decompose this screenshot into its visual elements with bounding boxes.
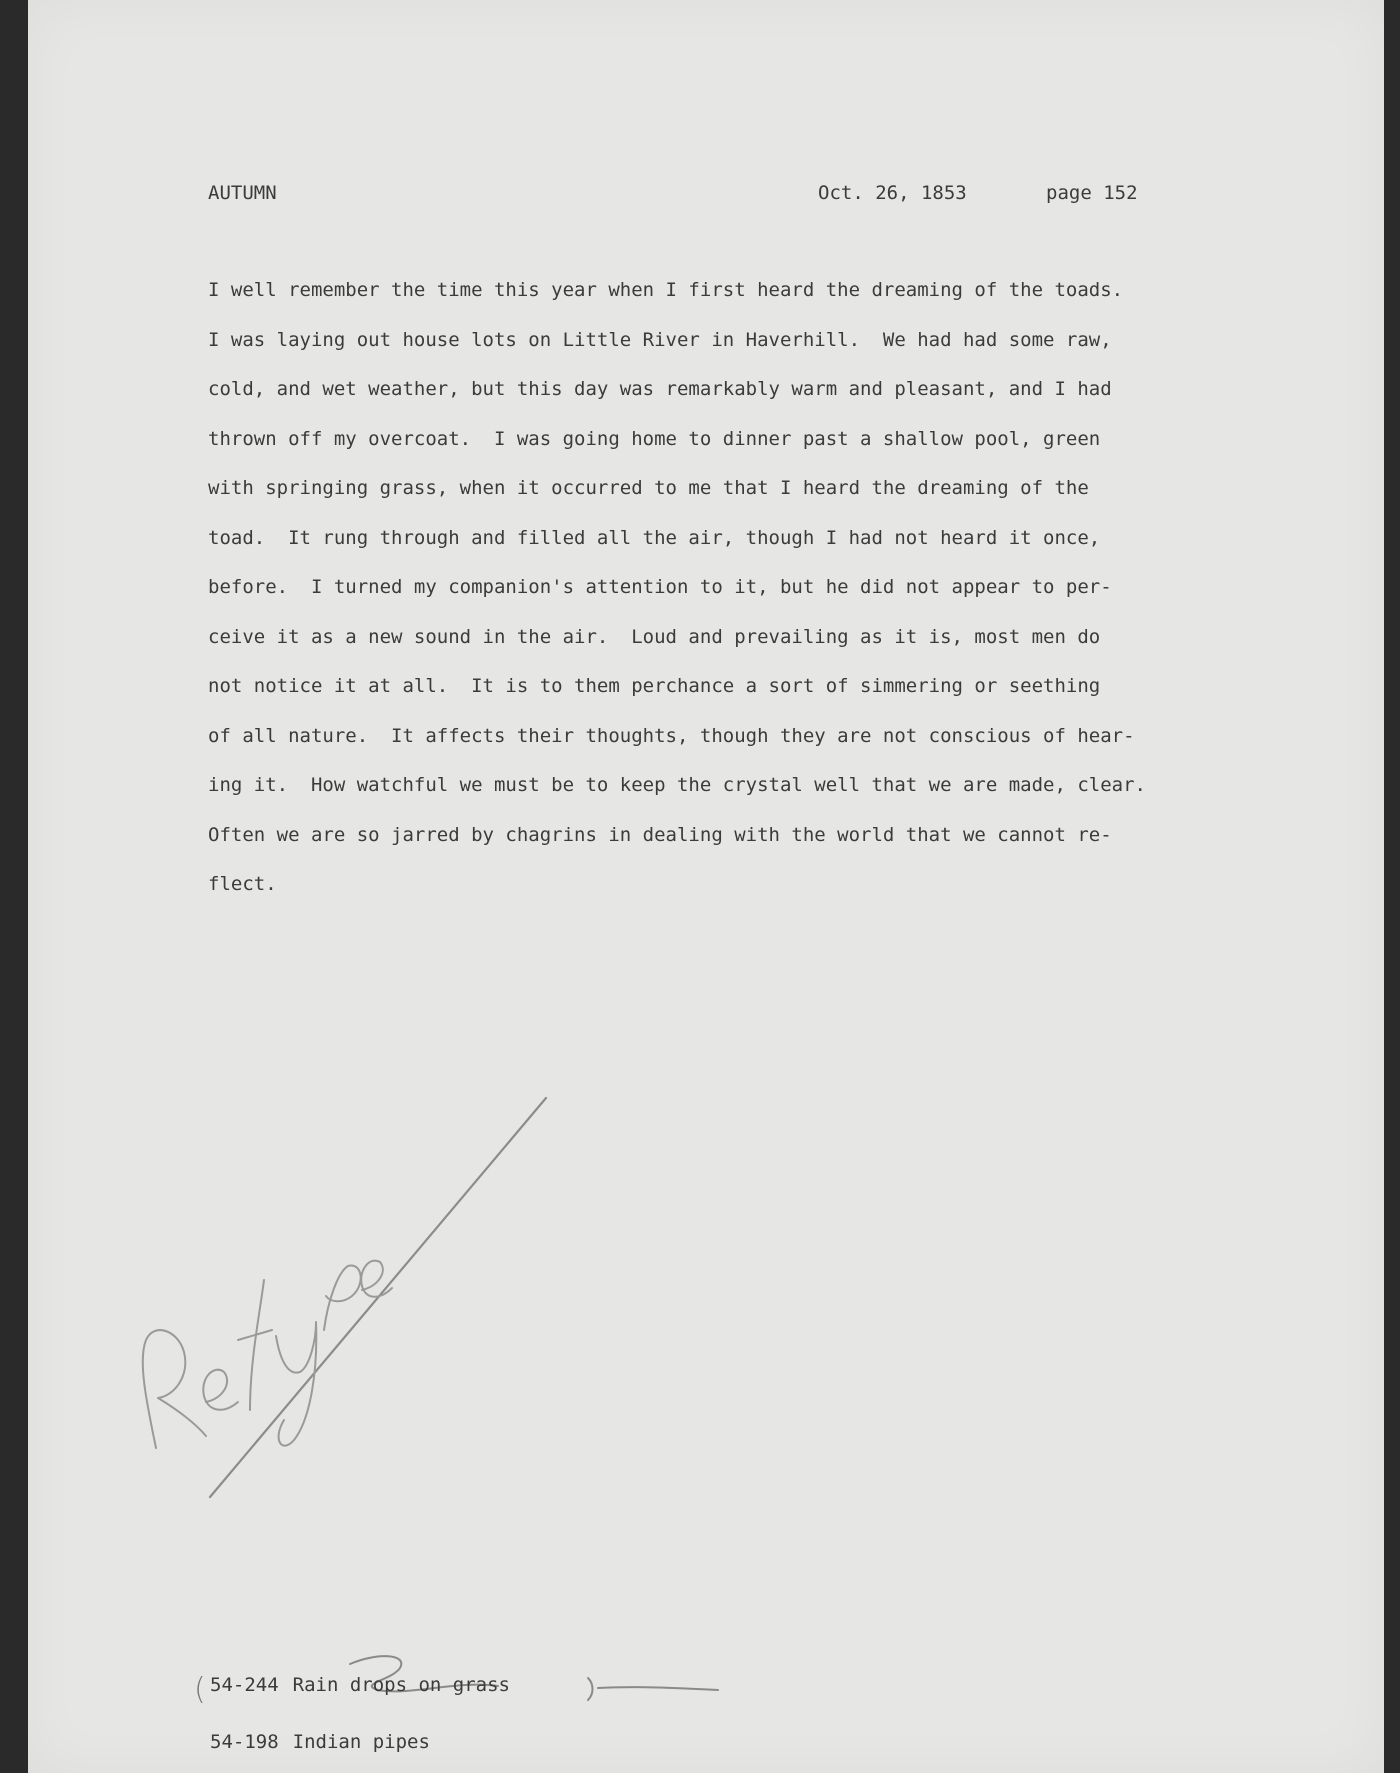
entry-date: Oct. 26, 1853 <box>818 182 967 204</box>
reference-item <box>210 1674 510 1696</box>
text-line: I was laying out house lots on Little River in Haverhill. We had had some raw, <box>208 328 1112 351</box>
text-line: ceive it as a new sound in the air. Loud and prevailing as it is, most men do <box>208 625 1101 648</box>
text-line: before. I turned my companion's attention to it, but he did not appear to per- <box>208 576 1112 598</box>
reference-title: Rain drops on grass <box>292 1674 510 1696</box>
reference-code: 54-198 <box>210 1731 279 1753</box>
text-line: flect. <box>208 873 277 895</box>
section-heading: AUTUMN <box>208 182 277 204</box>
reference-title: Indian pipes <box>292 1731 430 1753</box>
journal-text <box>208 278 1308 922</box>
reference-item <box>210 1731 430 1753</box>
text-line: toad. It rung through and filled all the air, though I had not heard it once, <box>208 526 1101 549</box>
text-line: with springing grass, when it occurred to me that I heard the dreaming of the <box>208 477 1089 499</box>
pencil-diagonal-line <box>210 1098 546 1497</box>
page-number: page 152 <box>1046 182 1138 204</box>
handwritten-retype-note <box>143 1261 392 1448</box>
text-line: not notice it at all. It is to them perchance a sort of simmering or seething <box>208 675 1101 697</box>
text-line: of all nature. It affects their thoughts, though they are not conscious of hear- <box>208 724 1135 747</box>
document-page <box>28 0 1384 1773</box>
text-line: thrown off my overcoat. I was going home to dinner past a shallow pool, green <box>208 427 1101 450</box>
text-line: ing it. How watchful we must be to keep the crystal well that we are made, clear. <box>208 774 1146 796</box>
text-line: cold, and wet weather, but this day was remarkably warm and pleasant, and I had <box>208 378 1112 400</box>
text-line: Often we are so jarred by chagrins in dealing with the world that we cannot re- <box>208 823 1112 846</box>
reference-code: 54-244 <box>210 1674 279 1696</box>
text-line: I well remember the time this year when I first heard the dreaming of the toads. <box>208 279 1124 301</box>
bracket-mark: ( <box>194 1672 206 1707</box>
